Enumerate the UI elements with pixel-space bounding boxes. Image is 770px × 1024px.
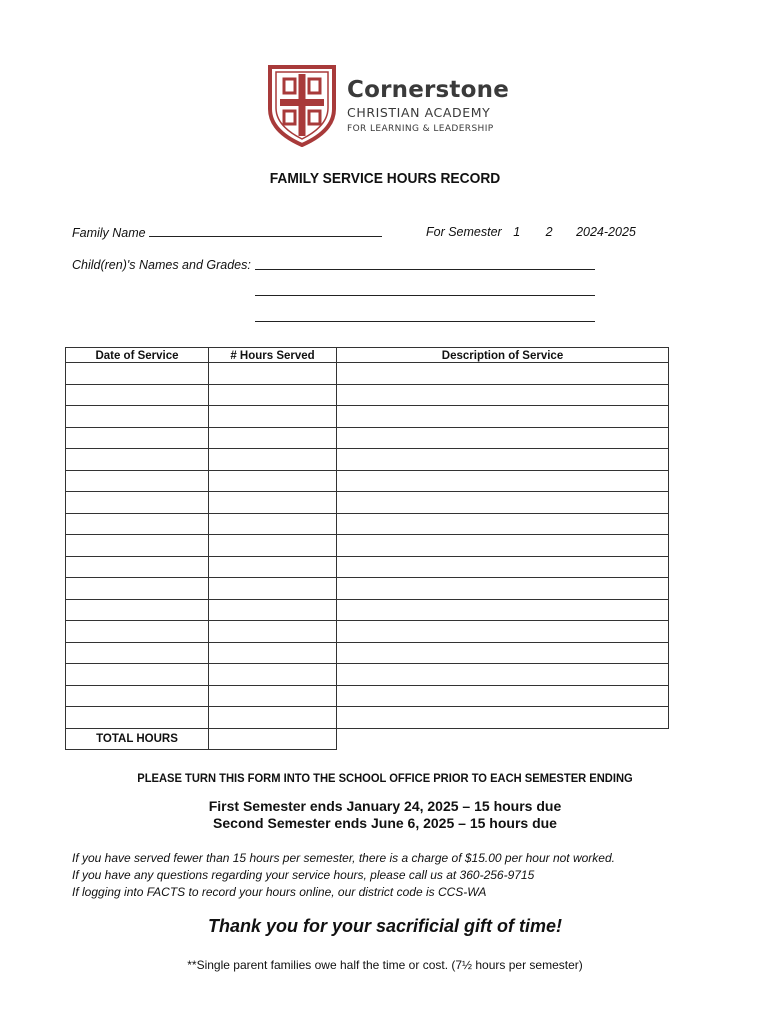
description-cell[interactable] [337,449,669,471]
hours-cell[interactable] [209,685,337,707]
table-row [66,578,669,600]
cornerstone-shield-logo [268,65,336,147]
table-row [66,470,669,492]
description-cell[interactable] [337,556,669,578]
total-row [66,728,669,750]
hours-cell[interactable] [209,578,337,600]
description-cell[interactable] [337,664,669,686]
children-line-3[interactable] [255,310,595,325]
description-cell[interactable] [337,578,669,600]
table-row [66,406,669,428]
table-row [66,449,669,471]
table-row [66,492,669,514]
header-description: Description of Service [337,348,669,363]
hours-cell[interactable] [209,621,337,643]
hours-cell[interactable] [209,556,337,578]
total-hours-cell[interactable] [209,728,337,750]
description-cell[interactable] [337,513,669,535]
table-row [66,664,669,686]
date-cell[interactable] [66,449,209,471]
table-row [66,621,669,643]
date-cell[interactable] [66,685,209,707]
service-hours-table [65,347,669,750]
children-line-1[interactable] [255,258,595,273]
hours-cell[interactable] [209,642,337,664]
hours-cell[interactable] [209,535,337,557]
children-line-2[interactable] [255,284,595,299]
family-name-label: Family Name [72,226,146,240]
date-cell[interactable] [66,556,209,578]
date-cell[interactable] [66,513,209,535]
table-row [66,513,669,535]
date-cell[interactable] [66,406,209,428]
semester-option-2[interactable]: 2 [545,225,553,239]
fee-note: If you have served fewer than 15 hours per semester, there is a charge of $15.00 per hour not worked. [72,851,615,865]
brand-text [347,78,509,134]
facts-note: If logging into FACTS to record your hours online, our district code is CCS-WA [72,885,487,899]
semester-field [426,225,636,239]
semester-deadlines [0,798,770,832]
table-row [66,685,669,707]
total-hours-label: TOTAL HOURS [66,728,209,750]
description-cell[interactable] [337,621,669,643]
hours-cell[interactable] [209,513,337,535]
header-date-of-service: Date of Service [66,348,209,363]
turn-in-notice: PLEASE TURN THIS FORM INTO THE SCHOOL OFFICE PRIOR TO EACH SEMESTER ENDING [137,771,633,785]
description-cell[interactable] [337,707,669,729]
hours-cell[interactable] [209,406,337,428]
hours-cell[interactable] [209,363,337,385]
description-cell[interactable] [337,685,669,707]
date-cell[interactable] [66,578,209,600]
date-cell[interactable] [66,642,209,664]
brand-subtitle: CHRISTIAN ACADEMY [347,105,491,120]
date-cell[interactable] [66,492,209,514]
description-cell[interactable] [337,363,669,385]
description-cell[interactable] [337,470,669,492]
total-row-spacer [337,728,669,750]
table-row [66,642,669,664]
table-row [66,535,669,557]
date-cell[interactable] [66,664,209,686]
family-name-line[interactable] [149,225,382,237]
description-cell[interactable] [337,384,669,406]
description-cell[interactable] [337,642,669,664]
hours-cell[interactable] [209,470,337,492]
table-header-row [66,348,669,363]
description-cell[interactable] [337,535,669,557]
thank-you-message: Thank you for your sacrificial gift of time! [207,916,563,936]
description-cell[interactable] [337,406,669,428]
table-row [66,556,669,578]
single-parent-footnote: **Single parent families owe half the time or cost. (7½ hours per semester) [187,958,583,972]
description-cell[interactable] [337,427,669,449]
brand-tagline: FOR LEARNING & LEADERSHIP [347,124,494,134]
table-row [66,599,669,621]
second-semester-deadline: Second Semester ends June 6, 2025 – 15 hours due [213,815,557,831]
form-title: FAMILY SERVICE HOURS RECORD [269,170,501,187]
date-cell[interactable] [66,707,209,729]
hours-cell[interactable] [209,664,337,686]
description-cell[interactable] [337,492,669,514]
hours-cell[interactable] [209,449,337,471]
date-cell[interactable] [66,470,209,492]
semester-option-1[interactable]: 1 [513,225,521,239]
hours-cell[interactable] [209,384,337,406]
date-cell[interactable] [66,535,209,557]
hours-cell[interactable] [209,492,337,514]
family-name-field[interactable] [72,225,382,240]
table-row [66,384,669,406]
date-cell[interactable] [66,427,209,449]
policy-notes [72,850,615,901]
header-hours-served: # Hours Served [209,348,337,363]
description-cell[interactable] [337,599,669,621]
hours-cell[interactable] [209,427,337,449]
first-semester-deadline: First Semester ends January 24, 2025 – 15 hours due [208,798,562,814]
hours-cell[interactable] [209,599,337,621]
semester-label: For Semester [426,225,502,239]
table-row [66,363,669,385]
table-row [66,707,669,729]
date-cell[interactable] [66,384,209,406]
date-cell[interactable] [66,363,209,385]
date-cell[interactable] [66,621,209,643]
contact-note: If you have any questions regarding your service hours, please call us at 360-256-9715 [72,868,535,882]
date-cell[interactable] [66,599,209,621]
brand-name: Cornerstone [347,77,509,103]
school-year: 2024-2025 [576,225,636,239]
hours-cell[interactable] [209,707,337,729]
table-row [66,427,669,449]
children-label: Child(ren)'s Names and Grades: [72,258,251,272]
